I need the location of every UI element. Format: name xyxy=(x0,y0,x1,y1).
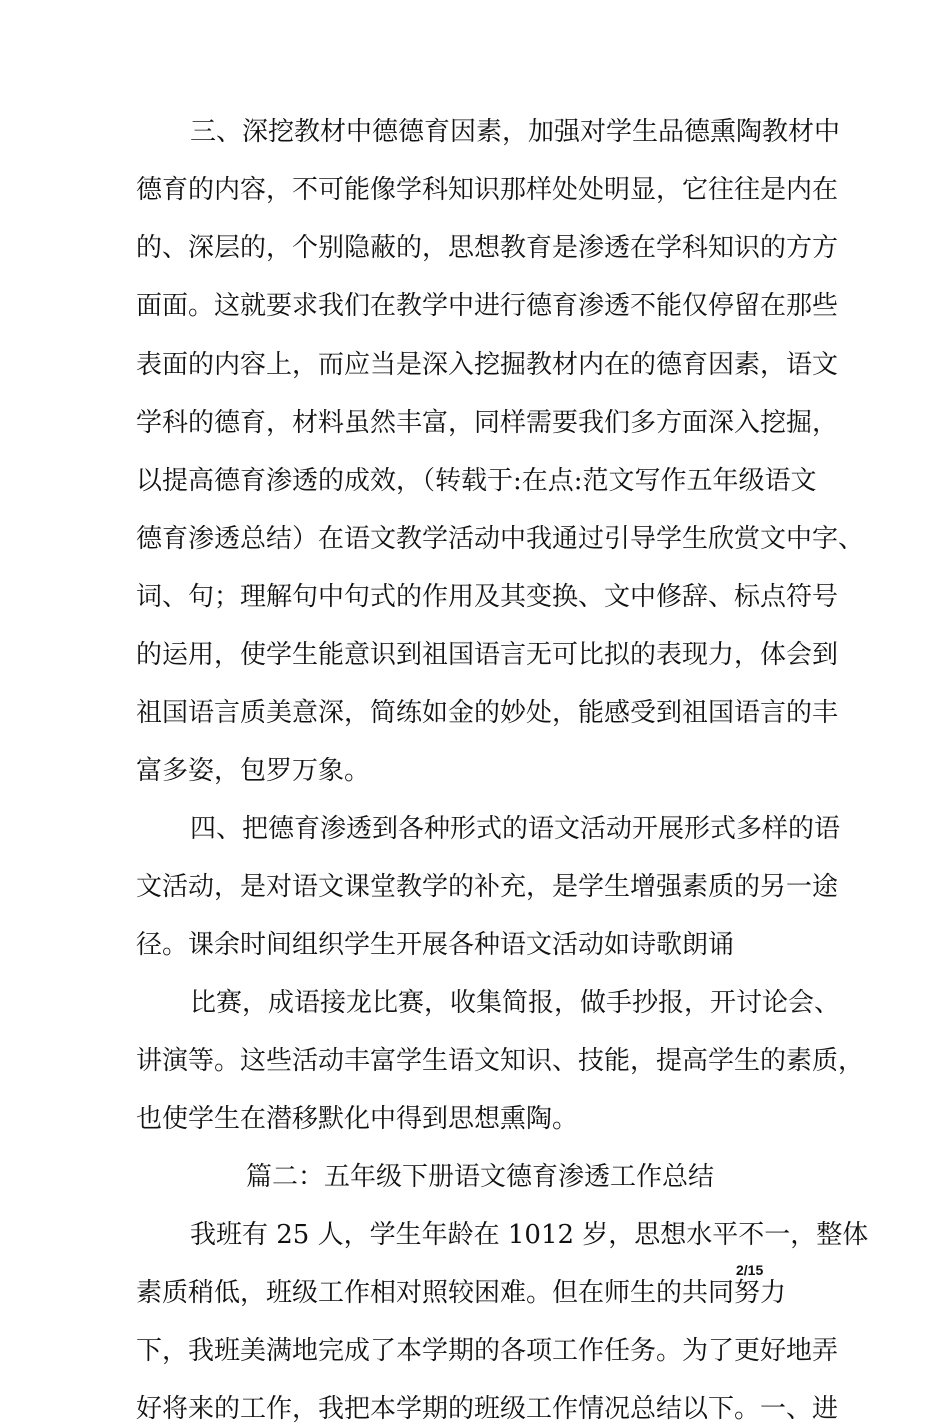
paragraph-line: 德育的内容，不可能像学科知识那样处处明显，它往往是内在 xyxy=(136,175,839,205)
paragraph-line: 径。课余时间组织学生开展各种语文活动如诗歌朗诵 xyxy=(136,930,735,960)
paragraph-line: 富多姿，包罗万象。 xyxy=(136,756,371,786)
paragraph-line: 我班有 25 人，学生年龄在 1012 岁，思想水平不一，整体 xyxy=(190,1220,869,1250)
paragraph-line: 讲演等。这些活动丰富学生语文知识、技能，提高学生的素质， xyxy=(136,1046,865,1076)
paragraph-line: 学科的德育，材料虽然丰富，同样需要我们多方面深入挖掘， xyxy=(136,408,839,438)
section-heading: 篇二：五年级下册语文德育渗透工作总结 xyxy=(246,1162,715,1192)
paragraph-line: 四、把德育渗透到各种形式的语文活动开展形式多样的语 xyxy=(190,814,841,844)
paragraph-line: 文活动，是对语文课堂教学的补充，是学生增强素质的另一途 xyxy=(136,872,839,902)
page-number: 2/15 xyxy=(736,1262,764,1278)
paragraph-line: 下，我班美满地完成了本学期的各项工作任务。为了更好地弄 xyxy=(136,1336,839,1366)
paragraph-line: 表面的内容上，而应当是深入挖掘教材内在的德育因素，语文 xyxy=(136,350,839,380)
paragraph-line: 德育渗透总结）在语文教学活动中我通过引导学生欣赏文中字、 xyxy=(136,524,865,554)
paragraph-line: 词、句；理解句中句式的作用及其变换、文中修辞、标点符号 xyxy=(136,582,839,612)
paragraph-line: 素质稍低，班级工作相对照较困难。但在师生的共同努力 xyxy=(136,1278,787,1308)
paragraph-line: 也使学生在潜移默化中得到思想熏陶。 xyxy=(136,1104,579,1134)
paragraph-line: 面面。这就要求我们在教学中进行德育渗透不能仅停留在那些 xyxy=(136,291,839,321)
paragraph-line: 的运用，使学生能意识到祖国语言无可比拟的表现力，体会到 xyxy=(136,640,839,670)
paragraph-line: 好将来的工作，我把本学期的班级工作情况总结以下。一、进 xyxy=(136,1394,839,1424)
paragraph-line: 比赛，成语接龙比赛，收集简报，做手抄报，开讨论会、 xyxy=(190,988,841,1018)
paragraph-line: 以提高德育渗透的成效，（转载于:在点:范文写作五年级语文 xyxy=(136,466,817,496)
paragraph-line: 的、深层的，个别隐蔽的，思想教育是渗透在学科知识的方方 xyxy=(136,233,839,263)
paragraph-line: 祖国语言质美意深，简练如金的妙处，能感受到祖国语言的丰 xyxy=(136,698,839,728)
paragraph-line: 三、深挖教材中德德育因素，加强对学生品德熏陶教材中 xyxy=(190,117,841,147)
